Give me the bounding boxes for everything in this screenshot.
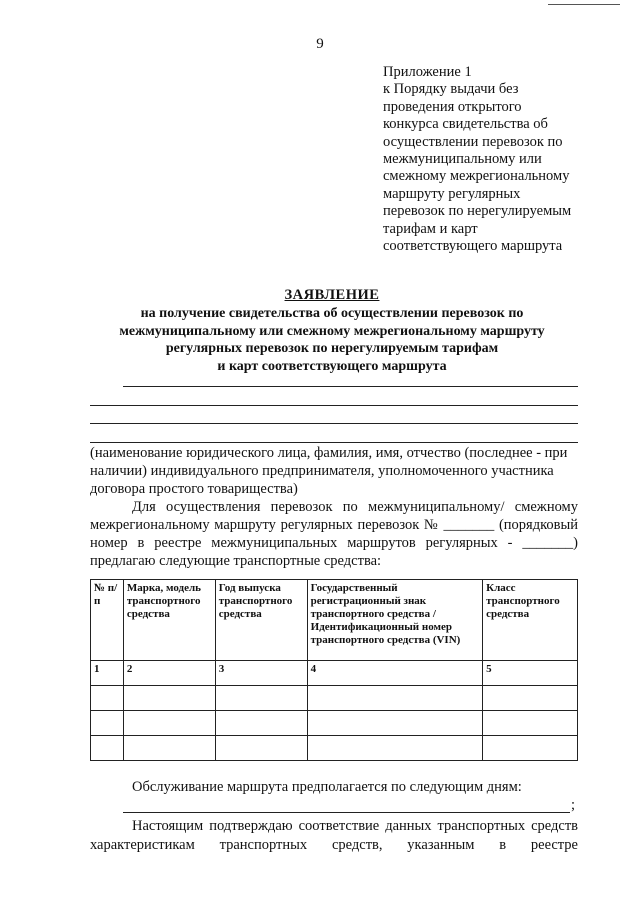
appendix-line: осуществлении перевозок по [383,133,563,150]
appendix-line: проведения открытого [383,98,522,115]
table-header-cell: Государственный регистрационный знак транспортного средства /Идентификационный номер транспортного средства (VIN) [307,580,482,661]
appendix-line: Приложение 1 [383,64,472,80]
table-number-cell: 1 [91,661,124,686]
service-days-field[interactable] [123,812,570,813]
table-row [91,711,578,736]
paragraph-line: Для осуществления перевозок по межмуниципальному/ смежному [132,499,578,515]
table-cell[interactable] [307,736,482,761]
table-cell[interactable] [307,711,482,736]
subtitle-line: и карт соответствующего маршрута [217,358,447,374]
table-cell[interactable] [483,711,578,736]
table-number-cell: 2 [123,661,215,686]
page-number: 9 [316,36,324,52]
paragraph-line: характеристикам транспортных средств, указанным в реестре [90,837,578,853]
table-cell[interactable] [123,736,215,761]
paragraph-line: предлагаю следующие транспортные средства: [90,553,382,569]
semicolon: ; [571,797,576,813]
appendix-line: маршруту регулярных [383,185,521,202]
table-header-row [91,580,578,661]
table-row [91,686,578,711]
table-cell[interactable] [215,711,307,736]
document-subtitle [0,305,640,375]
vehicle-table [90,579,578,761]
appendix-line: смежному межрегиональному [383,168,570,185]
name-caption-line: наличии) индивидуального предпринимателя, уполномоченного участника [90,463,554,479]
applicant-name-field[interactable] [90,442,578,443]
document-title: ЗАЯВЛЕНИЕ [284,287,380,303]
applicant-name-field[interactable] [90,423,578,424]
table-number-cell: 4 [307,661,482,686]
table-number-cell: 5 [483,661,578,686]
table-cell[interactable] [215,736,307,761]
top-rule [548,4,620,5]
table-cell[interactable] [307,686,482,711]
table-cell[interactable] [91,736,124,761]
table-header-cell: Год выпуска транспортного средства [215,580,307,661]
appendix-line: конкурса свидетельства об [383,116,548,133]
table-cell[interactable] [215,686,307,711]
table-cell[interactable] [123,686,215,711]
name-caption-line: договора простого товарищества) [90,481,298,497]
paragraph-line: межрегиональному маршруту регулярных перевозок № _______ (порядковый [90,517,578,533]
table-cell[interactable] [123,711,215,736]
table-cell[interactable] [483,686,578,711]
table-header-cell: № п/п [91,580,124,661]
applicant-name-field[interactable] [123,386,578,387]
applicant-name-field[interactable] [90,405,578,406]
appendix-line: соответствующего маршрута [383,238,563,255]
appendix-line: межмуниципальному или [383,151,542,168]
appendix-line: к Порядку выдачи без [383,81,519,98]
appendix-line: перевозок по нерегулируемым [383,203,572,220]
table-cell[interactable] [91,711,124,736]
table-row [91,736,578,761]
table-number-cell: 3 [215,661,307,686]
table-cell[interactable] [91,686,124,711]
paragraph-line: номер в реестре межмуниципальных маршрутов регулярных - _______) [90,535,578,551]
appendix-line: тарифам и карт [383,220,478,237]
table-number-row [91,661,578,686]
appendix-block [383,64,623,255]
table-cell[interactable] [483,736,578,761]
name-caption-line: (наименование юридического лица, фамилия, имя, отчество (последнее - при [90,445,568,461]
service-days-label: Обслуживание маршрута предполагается по следующим дням: [132,779,522,795]
subtitle-line: межмуниципальному или смежному межрегиональному маршруту [119,323,545,339]
subtitle-line: регулярных перевозок по нерегулируемым тарифам [165,341,499,356]
subtitle-line: на получение свидетельства об осуществлении перевозок по [140,306,524,321]
paragraph-line: Настоящим подтверждаю соответствие данных транспортных средств [132,818,578,834]
table-header-cell: Марка, модель транспортного средства [123,580,215,661]
table-header-cell: Класс транспортного средства [483,580,578,661]
